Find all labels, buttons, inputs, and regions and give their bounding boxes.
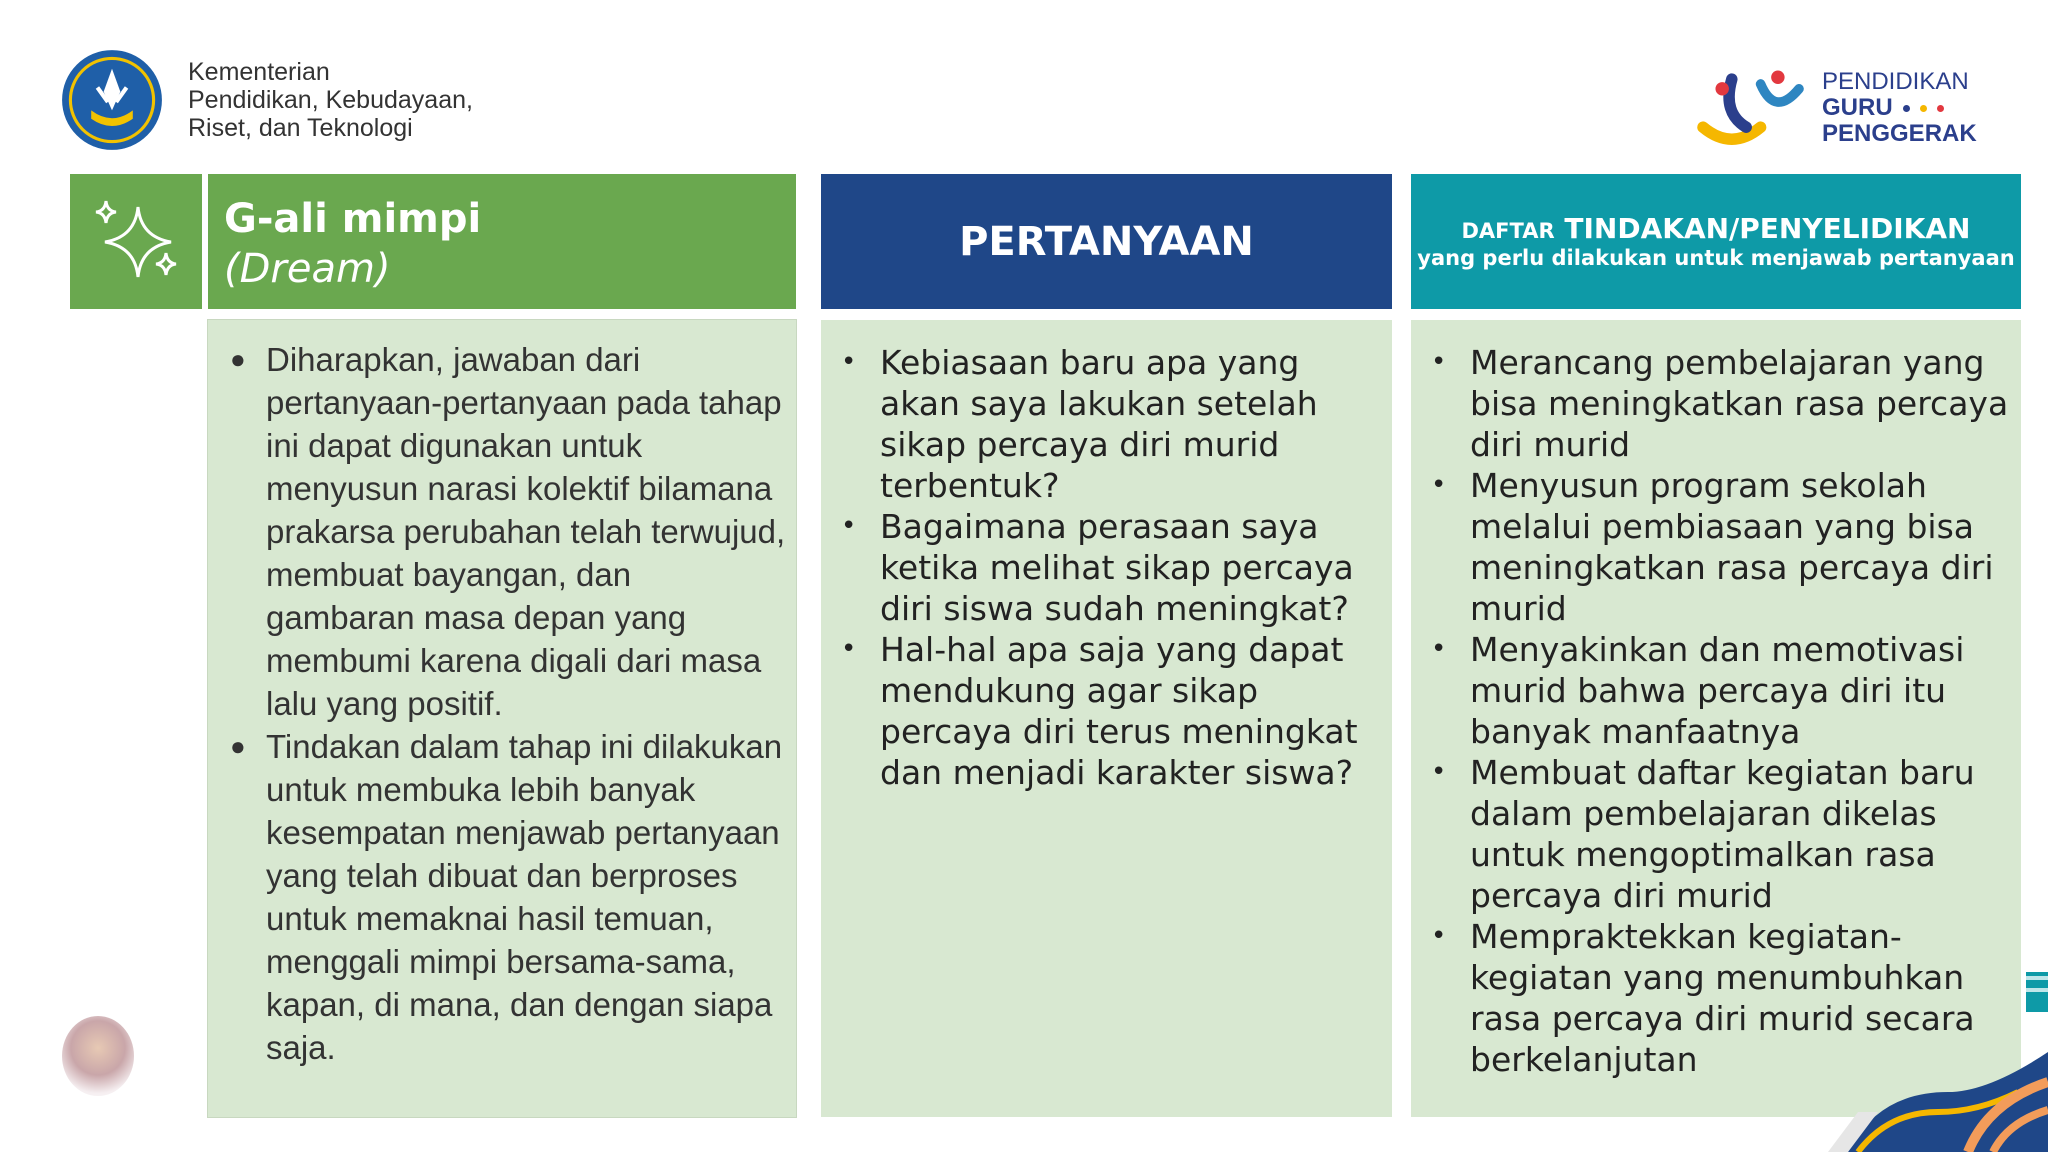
- list-item: [821, 629, 1386, 793]
- bullet-icon: •: [1431, 470, 1447, 500]
- list-item-text: Mempraktekkan kegiatan-kegiatan yang menumbuhkan rasa percaya diri murid secara berkelanjutan: [1470, 917, 1975, 1079]
- sparkle-header-box: [70, 174, 202, 309]
- list-item-text: Membuat daftar kegiatan baru dalam pembelajaran dikelas untuk mengoptimalkan rasa percaya diri murid: [1470, 753, 1975, 915]
- dot-icon: [1903, 105, 1910, 112]
- logo-text-penggerak: PENGGERAK: [1822, 120, 1977, 147]
- presenter-avatar: [62, 1016, 134, 1096]
- dream-subtitle: (Dream): [224, 246, 391, 292]
- dot-icon: [1937, 105, 1944, 112]
- daftar-title-prefix: DAFTAR: [1461, 218, 1555, 243]
- sparkle-icon: [86, 197, 186, 287]
- list-item-text: Hal-hal apa saja yang dapat mendukung agar sikap percaya diri terus meningkat dan menjadi karakter siswa?: [880, 630, 1358, 792]
- pertanyaan-header: [821, 174, 1392, 309]
- bullet-icon: ●: [230, 344, 246, 374]
- dot-icon: [1920, 105, 1927, 112]
- list-item: [208, 338, 788, 725]
- list-item: [1411, 465, 2016, 629]
- list-item: [821, 506, 1386, 629]
- org-name-line: Pendidikan, Kebudayaan,: [188, 86, 473, 114]
- bullet-icon: •: [1431, 921, 1447, 951]
- bullet-icon: •: [841, 347, 857, 377]
- bullet-icon: •: [1431, 634, 1447, 664]
- bullet-icon: ●: [230, 731, 246, 761]
- list-item: [1411, 629, 2016, 752]
- dream-header: [208, 174, 796, 309]
- list-item-text: Menyusun program sekolah melalui pembiasaan yang bisa meningkatkan rasa percaya diri murid: [1470, 466, 1994, 628]
- pertanyaan-panel: [821, 320, 1392, 1117]
- list-item: [1411, 752, 2016, 916]
- kemendikbud-emblem: [60, 48, 164, 152]
- list-item-text: Kebiasaan baru apa yang akan saya lakukan setelah sikap percaya diri murid terbentuk?: [880, 343, 1318, 505]
- corner-decoration: [1788, 952, 2048, 1152]
- list-item-text: Diharapkan, jawaban dari pertanyaan-pertanyaan pada tahap ini dapat digunakan untuk menyusun narasi kolektif bilamana prakarsa perubahan telah terwujud, membuat bayangan, dan gambaran masa depan yang membumi karena digali dari masa lalu yang positif.: [266, 341, 786, 722]
- org-name-line: Riset, dan Teknologi: [188, 114, 413, 142]
- bullet-icon: •: [841, 634, 857, 664]
- kemdikbud-logo: [60, 48, 473, 152]
- list-item: [1411, 342, 2016, 465]
- pertanyaan-title: PERTANYAAN: [959, 218, 1254, 265]
- daftar-subtitle: yang perlu dilakukan untuk menjawab pertanyaan: [1417, 245, 2015, 270]
- daftar-title: TINDAKAN/PENYELIDIKAN: [1564, 211, 1971, 245]
- dream-title: G-ali mimpi: [224, 196, 482, 242]
- bullet-icon: •: [841, 511, 857, 541]
- list-item-text: Menyakinkan dan memotivasi murid bahwa percaya diri itu banyak manfaatnya: [1470, 630, 1965, 751]
- logo-text-pendidikan: PENDIDIKAN: [1822, 68, 1969, 95]
- list-item: [208, 725, 788, 1069]
- guru-penggerak-logo: [1692, 60, 1977, 156]
- list-item: [821, 342, 1386, 506]
- bullet-icon: •: [1431, 757, 1447, 787]
- org-name-line: Kementerian: [188, 58, 330, 86]
- daftar-header: [1411, 174, 2021, 309]
- guru-penggerak-mark-icon: [1692, 60, 1810, 156]
- pertanyaan-list: [821, 342, 1386, 793]
- dream-panel: [208, 320, 796, 1117]
- list-item-text: Tindakan dalam tahap ini dilakukan untuk membuka lebih banyak kesempatan menjawab pertanyaan yang telah dibuat dan berproses untuk memaknai hasil temuan, menggali mimpi bersama-sama, kapan, di mana, dan dengan siapa saja.: [266, 728, 783, 1066]
- bullet-icon: •: [1431, 347, 1447, 377]
- list-item-text: Merancang pembelajaran yang bisa meningkatkan rasa percaya diri murid: [1470, 343, 2009, 464]
- dream-list: [208, 338, 788, 1069]
- list-item-text: Bagaimana perasaan saya ketika melihat sikap percaya diri siswa sudah meningkat?: [880, 507, 1354, 628]
- logo-text-guru: GURU: [1822, 94, 1893, 121]
